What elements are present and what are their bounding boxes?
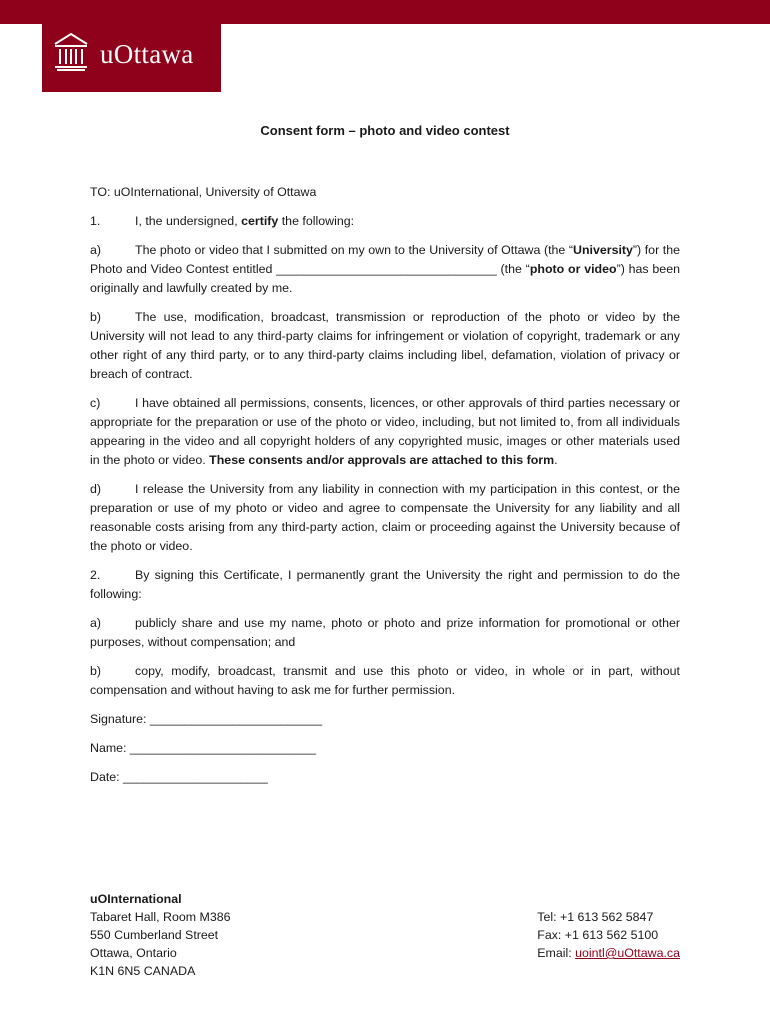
clause-2b [90,662,680,700]
clause-2a [90,614,680,652]
bold-text: certify [241,214,279,228]
clause-1b [90,308,680,384]
section-number: 1. [90,214,101,228]
clause-text: publicly share and use my name, photo or photo and prize information for promotional or other purposes, without compensation; and [90,616,680,649]
clause-text: The use, modification, broadcast, transmission or reproduction of the photo or video by the University will not lead to any third-party claims for infringement or violation of copyright, trademark or any other right of any third party, or to any third-party claims including libel, defamation, violation of privacy or breach of contract. [90,310,680,381]
bold-text: photo or video [529,262,617,276]
footer-contact [537,908,680,962]
bold-text: University [573,243,633,257]
footer-address-line: K1N 6N5 CANADA [90,964,196,978]
email-link[interactable]: uointl@uOttawa.ca [575,946,680,960]
section-2 [90,566,680,604]
section-text: By signing this Certificate, I permanently grant the University the right and permission to do the following: [90,568,680,601]
to-line: TO: uOInternational, University of Ottawa [90,185,317,199]
footer-address [90,890,231,980]
section-text: the following: [278,214,355,228]
clause-marker: b) [90,664,102,678]
footer-address-line: Tabaret Hall, Room M386 [90,910,231,924]
clause-text: ”) for the Photo and Video Contest entitled ________________________________ (the “ [90,243,680,276]
clause-text: I have obtained all permissions, consents, licences, or other approvals of third parties necessary or appropriate for the preparation or use of the photo or video, including, but not limited to, from all individuals appearing in the video and all copyright holders of any copyrighted music, images or other materials used in the photo or video. [90,396,680,467]
name-field[interactable]: Name: ___________________________ [90,741,316,755]
building-columns-icon [53,30,89,72]
footer-address-line: Ottawa, Ontario [90,946,177,960]
date-field[interactable]: Date: _____________________ [90,770,268,784]
section-text: I, the undersigned, [135,214,242,228]
clause-text: ”) has been originally and lawfully created by me. [90,262,680,295]
clause-text: I release the University from any liability in connection with my participation in this contest, or the preparation or use of my photo or video and agree to compensate the University for any liability and all reasonable costs arising from any third-party action, claim or proceeding against the University because of the photo or video. [90,482,680,553]
footer-tel: Tel: +1 613 562 5847 [537,910,654,924]
signature-field[interactable]: Signature: _________________________ [90,712,323,726]
clause-text: . [554,453,558,467]
page-title: Consent form – photo and video contest [260,123,510,138]
clause-marker: a) [90,243,102,257]
logo-wordmark: uOttawa [100,39,194,69]
footer-org: uOInternational [90,892,182,906]
clause-text: The photo or video that I submitted on my own to the University of Ottawa (the “ [135,243,573,257]
email-label: Email: [537,946,576,960]
uottawa-logo [42,0,221,92]
clause-1c [90,394,680,470]
clause-marker: a) [90,616,102,630]
clause-1a [90,241,680,298]
footer-email-line [537,944,680,962]
bold-text: These consents and/or approvals are attached to this form [209,453,555,467]
clause-marker: d) [90,482,102,496]
section-number: 2. [90,568,101,582]
footer-address-line: 550 Cumberland Street [90,928,219,942]
section-1 [90,212,680,231]
clause-1d [90,480,680,556]
clause-text: copy, modify, broadcast, transmit and use this photo or video, in whole or in part, without compensation and without having to ask me for further permission. [90,664,680,697]
form-body [90,183,680,797]
clause-marker: b) [90,310,102,324]
clause-marker: c) [90,396,101,410]
footer-fax: Fax: +1 613 562 5100 [537,928,659,942]
